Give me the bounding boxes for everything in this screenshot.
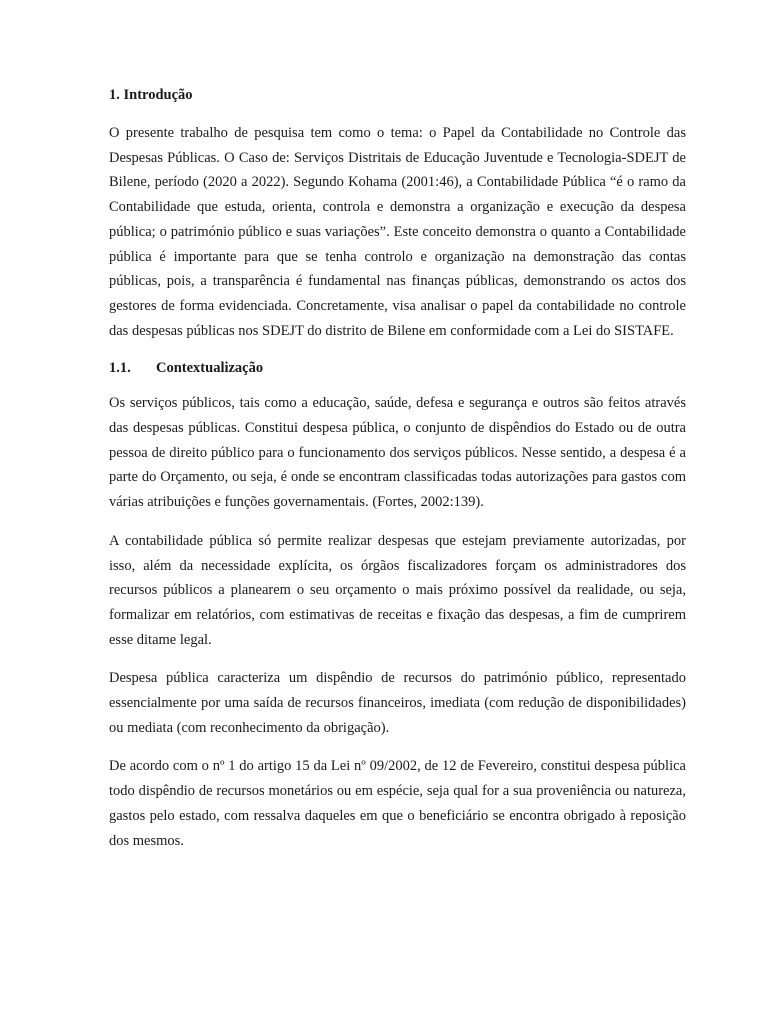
document-page bbox=[109, 84, 686, 867]
paragraph-despesa-publica: Despesa pública caracteriza um dispêndio de recursos do património público, representado essencialmente por uma saída de recursos financeiros, imediata (com redução de disponibilidades) ou mediata (com reconhecimento da obrigação). bbox=[109, 670, 686, 736]
paragraph-intro: O presente trabalho de pesquisa tem como o tema: o Papel da Contabilidade no Controle das Despesas Públicas. O Caso de: Serviços Distritais de Educação Juventude e Tecnologia-SDEJT de Bilene, período (2020 a 2022). Segundo Kohama (2001:46), a Contabilidade Pública “é o ramo da Contabilidade que estuda, orienta, controla e demonstra a organização e execução da despesa pública; o património público e suas variações”. Este conceito demonstra o quanto a Contabilidade pública é importante para que se tenha controlo e organização na demonstração das contas públicas, pois, a transparência é fundamental nas finanças públicas, demonstrando os actos dos gestores de forma evidenciada. Concretamente, visa analisar o papel da contabilidade no controle das despesas públicas nos SDEJT do distrito de Bilene em conformidade com a Lei do SISTAFE. bbox=[109, 125, 686, 339]
section-heading-contextualizacao bbox=[109, 357, 686, 379]
section-heading-introducao: 1. Introdução bbox=[109, 87, 193, 103]
paragraph-servicos-publicos: Os serviços públicos, tais como a educação, saúde, defesa e segurança e outros são feitos através das despesas públicas. Constitui despesa pública, o conjunto de dispêndios do Estado ou de outra pessoa de direito público para o funcionamento dos serviços públicos. Nesse sentido, a despesa é a parte do Orçamento, ou seja, é onde se encontram classificadas todas autorizações para gastos com várias atribuições e funções governamentais. (Fortes, 2002:139). bbox=[109, 395, 686, 511]
paragraph-contabilidade-publica: A contabilidade pública só permite realizar despesas que estejam previamente autorizadas, por isso, além da necessidade explícita, os órgãos fiscalizadores forçam os administradores dos recursos públicos a planearem o seu orçamento o mais próximo possível da realidade, ou seja, formalizar em relatórios, com estimativas de receitas e fixação das despesas, a fim de cumprirem esse ditame legal. bbox=[109, 532, 686, 648]
section-number: 1.1. bbox=[109, 360, 131, 377]
section-title: Contextualização bbox=[156, 360, 264, 377]
paragraph-lei-09-2002: De acordo com o nº 1 do artigo 15 da Lei nº 09/2002, de 12 de Fevereiro, constitui despesa pública todo dispêndio de recursos monetários ou em espécie, seja qual for a sua proveniência ou natureza, gastos pelo estado, com ressalva daqueles em que o beneficiário se encontra obrigado à reposição dos mesmos. bbox=[109, 758, 686, 849]
